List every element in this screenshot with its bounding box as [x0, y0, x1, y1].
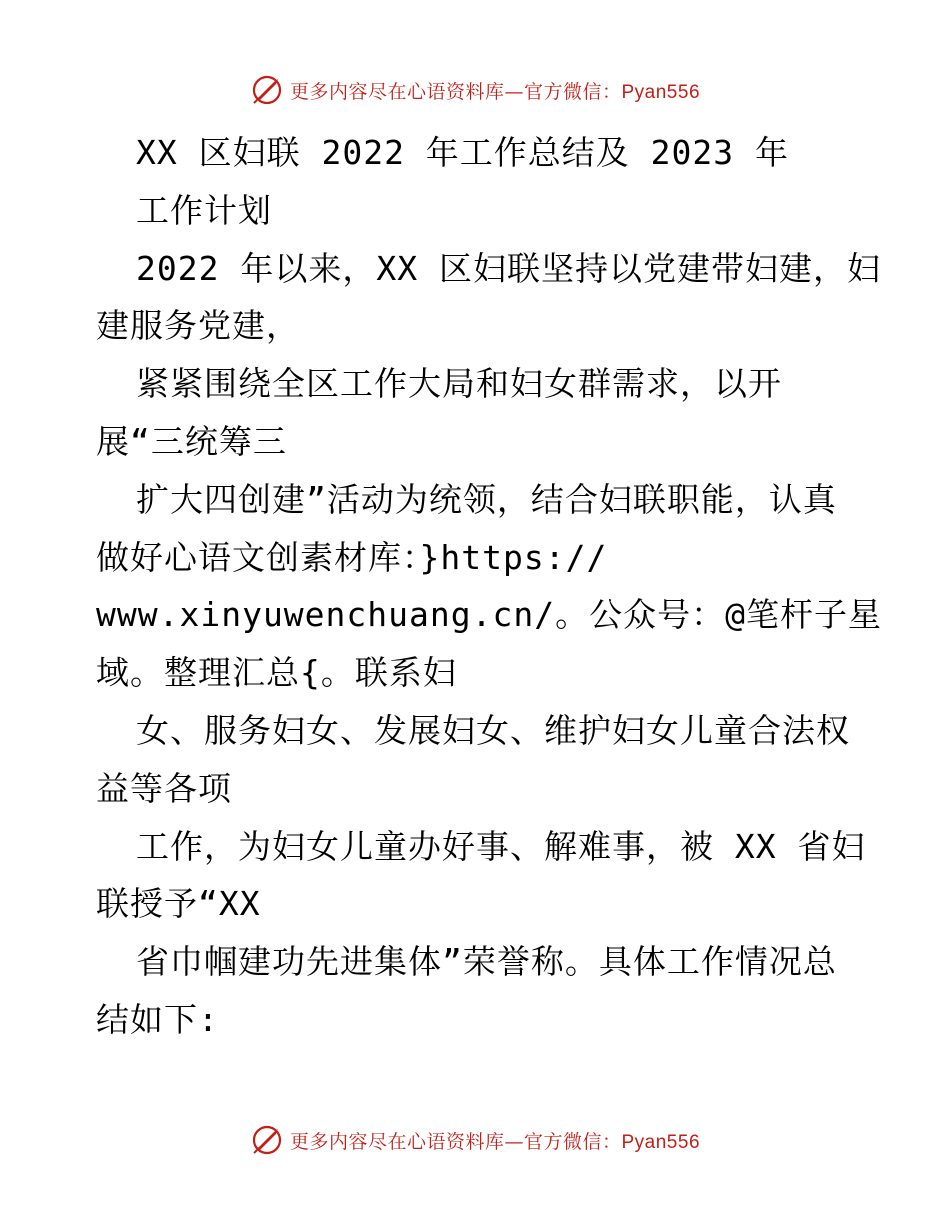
banner-site-text: 更多内容尽在心语资料库—官方微信：	[289, 80, 622, 103]
document-line: XX 区妇联 2022 年工作总结及 2023 年	[136, 133, 790, 172]
document-line: 扩大四创建”活动为统领，结合妇联职能，认真	[136, 479, 837, 519]
document-line: www.xinyuwenchuang.cn/。公众号：@笔杆子星	[96, 595, 882, 635]
banner-text	[290, 1127, 700, 1154]
document-line: 结如下:	[96, 999, 219, 1039]
document-line: 展“三统筹三	[96, 421, 287, 461]
banner-text	[290, 77, 700, 104]
document-line: 女、服务妇女、发展妇女、维护妇女儿童合法权	[136, 710, 850, 750]
document-body	[96, 124, 882, 1049]
document-line: 建服务党建，	[96, 306, 300, 346]
banner-wechat-id: Pyan556	[621, 1131, 701, 1153]
banner-site-text: 更多内容尽在心语资料库—官方微信：	[289, 1130, 622, 1153]
document-line: 省巾帼建功先进集体”荣誉称。具体工作情况总	[136, 942, 837, 982]
banner-wechat-id: Pyan556	[621, 81, 701, 103]
document-line: 益等各项	[96, 768, 232, 808]
document-line: 工作计划	[136, 190, 272, 230]
document-line: 域。整理汇总{。联系妇	[96, 653, 457, 693]
document-line: 2022 年以来，XX 区妇联坚持以党建带妇建，妇	[136, 248, 881, 288]
footer-banner	[0, 1120, 950, 1160]
document-line: 紧紧围绕全区工作大局和妇女群需求，以开	[136, 364, 782, 404]
header-banner	[0, 70, 950, 110]
document-line: 做好心语文创素材库：}https://	[96, 537, 608, 577]
document-line: 联授予“XX	[96, 884, 261, 924]
document-line: 工作，为妇女儿童办好事、解难事，被 XX 省妇	[136, 826, 866, 866]
quill-pen-circle-icon	[250, 73, 284, 107]
quill-pen-circle-icon	[250, 1123, 284, 1157]
